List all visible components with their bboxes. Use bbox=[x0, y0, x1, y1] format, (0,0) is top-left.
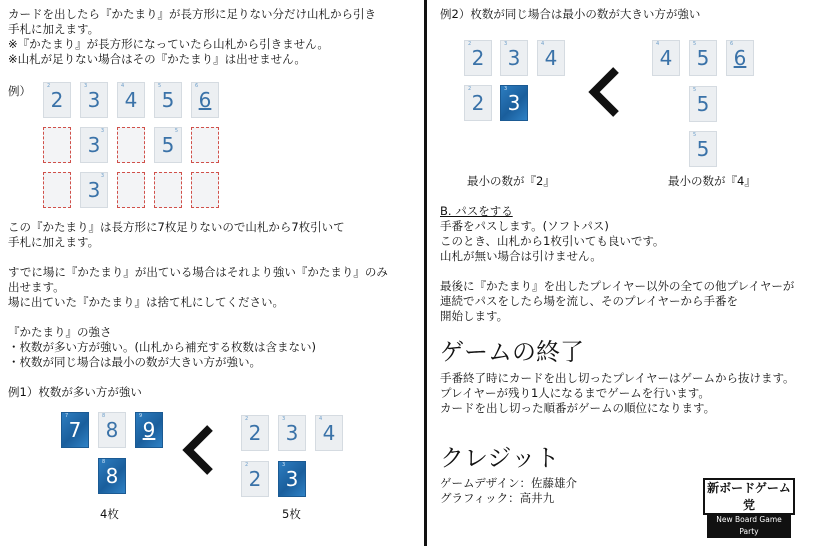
card: 2 2 bbox=[43, 82, 71, 118]
card: 4 4 bbox=[537, 40, 565, 76]
party-logo bbox=[703, 478, 795, 536]
card: 4 4 bbox=[652, 40, 680, 76]
already-line-2: 出せます。 bbox=[8, 280, 65, 294]
intro-line-3: ※『かたまり』が長方形になっていたら山札から引きません。 bbox=[8, 37, 329, 51]
empty-slot bbox=[43, 172, 71, 208]
logo-title: 新ボードゲーム党 bbox=[707, 481, 791, 512]
card: 6 6 bbox=[726, 40, 754, 76]
example-label: 例） bbox=[8, 84, 31, 98]
empty-slot bbox=[191, 127, 219, 163]
card: 3 3 bbox=[278, 415, 306, 451]
card: 6 6 bbox=[191, 82, 219, 118]
end-line-2: プレイヤーが残り1人になるまでゲームを行います。 bbox=[440, 386, 710, 400]
card: 3 3 bbox=[80, 127, 108, 163]
example1-title: 例1）枚数が多い方が強い bbox=[8, 385, 142, 399]
end-line-3: カードを出し切った順番がゲームの順位になります。 bbox=[440, 401, 716, 415]
intro-line-4: ※山札が足りない場合はその『かたまり』は出せません。 bbox=[8, 52, 306, 66]
card: 4 4 bbox=[117, 82, 145, 118]
card: 5 5 bbox=[689, 40, 717, 76]
example1-left-caption: 4枚 bbox=[100, 507, 119, 521]
end-line-1: 手番終了時にカードを出し切ったプレイヤーはゲームから抜けます。 bbox=[440, 371, 795, 385]
example2-right-caption: 最小の数が『4』 bbox=[668, 174, 756, 188]
less-than-icon bbox=[586, 66, 622, 118]
example2-left-caption: 最小の数が『2』 bbox=[467, 174, 555, 188]
credit-heading: クレジット bbox=[440, 444, 560, 472]
strength-line-2: ・枚数が同じ場合は最小の数が大きい方が強い。 bbox=[8, 355, 261, 369]
example2-title: 例2）枚数が同じ場合は最小の数が大きい方が強い bbox=[440, 7, 701, 21]
empty-slot bbox=[191, 172, 219, 208]
pass-line-2: このとき、山札から1枚引いても良いです。 bbox=[440, 234, 665, 248]
last-line-2: 連続でパスをしたら場を流し、そのプレイヤーから手番を bbox=[440, 294, 738, 308]
empty-slot bbox=[117, 127, 145, 163]
strength-heading: 『かたまり』の強さ bbox=[8, 325, 112, 339]
empty-slot bbox=[43, 127, 71, 163]
credit-graphic: グラフィック：高井九 bbox=[440, 491, 555, 505]
card: 7 7 bbox=[61, 412, 89, 448]
card: 2 2 bbox=[464, 40, 492, 76]
credit-design: ゲームデザイン：佐藤雄介 bbox=[440, 476, 577, 490]
card: 2 2 bbox=[241, 461, 269, 497]
end-heading: ゲームの終了 bbox=[440, 338, 584, 366]
empty-slot bbox=[117, 172, 145, 208]
intro-line-2: 手札に加えます。 bbox=[8, 22, 100, 36]
card: 3 3 bbox=[500, 85, 528, 121]
card: 3 3 bbox=[500, 40, 528, 76]
already-line-3: 場に出ていた『かたまり』は捨て札にしてください。 bbox=[8, 295, 284, 309]
after-example-2: 手札に加えます。 bbox=[8, 235, 100, 249]
card: 5 5 bbox=[689, 131, 717, 167]
logo-subtitle: New Board Game Party bbox=[707, 514, 791, 538]
last-line-1: 最後に『かたまり』を出したプレイヤー以外の全ての他プレイヤーが bbox=[440, 279, 795, 293]
empty-slot bbox=[154, 172, 182, 208]
card: 2 2 bbox=[241, 415, 269, 451]
card: 8 8 bbox=[98, 412, 126, 448]
already-line-1: すでに場に『かたまり』が出ている場合はそれより強い『かたまり』のみ bbox=[8, 265, 388, 279]
card: 5 5 bbox=[154, 127, 182, 163]
less-than-icon bbox=[180, 424, 216, 476]
pass-line-3: 山札が無い場合は引けません。 bbox=[440, 249, 602, 263]
card: 8 8 bbox=[98, 458, 126, 494]
after-example-1: この『かたまり』は長方形に7枚足りないので山札から7枚引いて bbox=[8, 220, 345, 234]
example1-right-caption: 5枚 bbox=[282, 507, 301, 521]
card: 2 2 bbox=[464, 85, 492, 121]
pass-heading: B. パスをする bbox=[440, 204, 513, 218]
card: 3 3 bbox=[80, 172, 108, 208]
strength-line-1: ・枚数が多い方が強い。(山札から補充する枚数は含まない) bbox=[8, 340, 316, 354]
card: 4 4 bbox=[315, 415, 343, 451]
card: 3 3 bbox=[80, 82, 108, 118]
card: 5 5 bbox=[689, 86, 717, 122]
card: 3 3 bbox=[278, 461, 306, 497]
card: 5 5 bbox=[154, 82, 182, 118]
intro-line-1: カードを出したら『かたまり』が長方形に足りない分だけ山札から引き bbox=[8, 7, 376, 21]
card: 9 9 bbox=[135, 412, 163, 448]
last-line-3: 開始します。 bbox=[440, 309, 509, 323]
column-divider bbox=[424, 0, 427, 546]
pass-line-1: 手番をパスします。(ソフトパス) bbox=[440, 219, 609, 233]
